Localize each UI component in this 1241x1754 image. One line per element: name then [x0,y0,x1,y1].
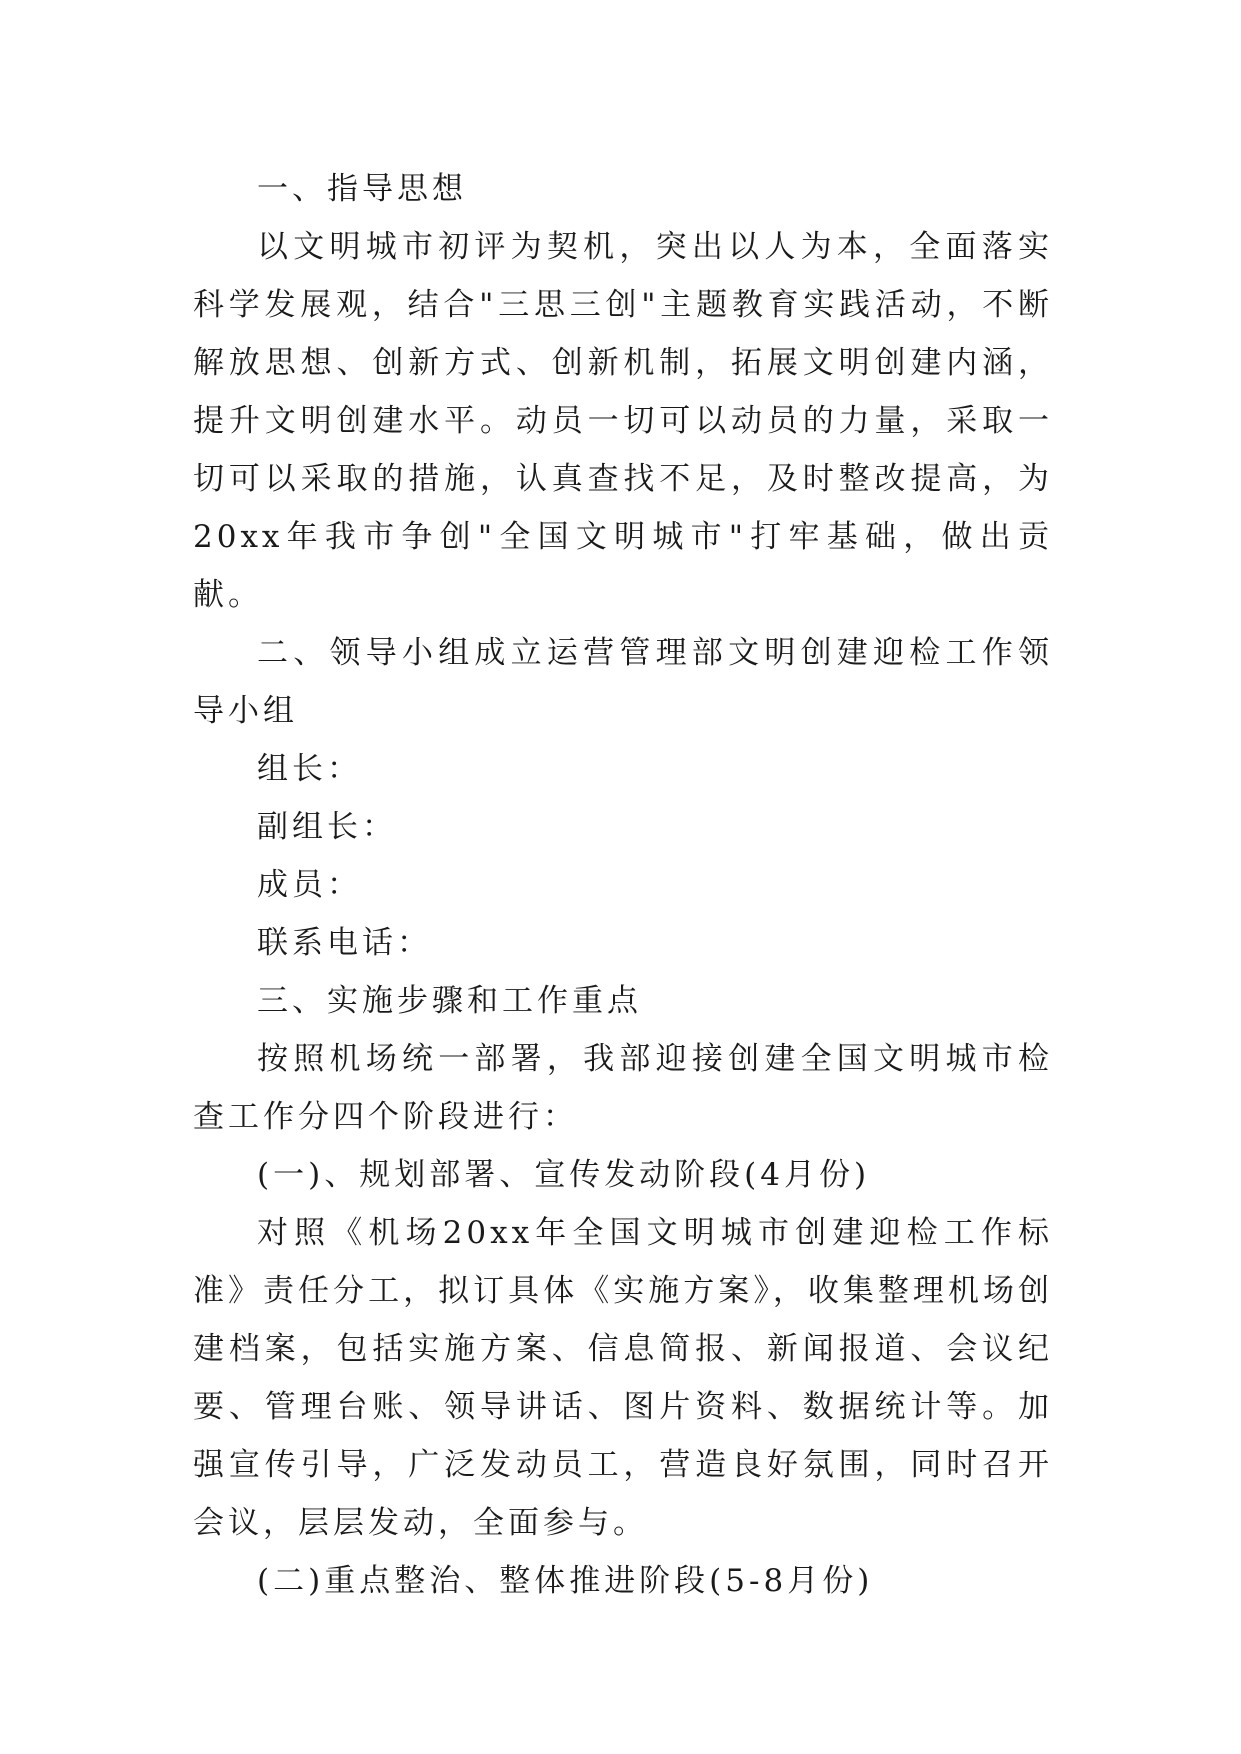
heading-leading-group: 二、领导小组成立运营管理部文明创建迎检工作领导小组 [193,635,1053,729]
paragraph-guiding-ideology: 以文明城市初评为契机，突出以人为本，全面落实科学发展观，结合"三思三创"主题教育实践活动，不断解放思想、创新方式、创新机制，拓展文明创建内涵，提升文明创建水平。动员一切可以动员的力量，采取一切可以采取的措施，认真查找不足，及时整改提高，为20xx年我市争创"全国文明城市"打牢基础，做出贡献。 [193,229,1053,613]
field-contact-phone: 联系电话： [257,925,432,961]
field-group-leader: 组长： [257,751,362,787]
paragraph-four-stages: 按照机场统一部署，我部迎接创建全国文明城市检查工作分四个阶段进行： [193,1041,1053,1135]
field-deputy-leader: 副组长： [257,809,397,845]
paragraph-stage-one: 对照《机场20xx年全国文明城市创建迎检工作标准》责任分工，拟订具体《实施方案》，收集整理机场创建档案，包括实施方案、信息简报、新闻报道、会议纪要、管理台账、领导讲话、图片资料、数据统计等。加强宣传引导，广泛发动员工，营造良好氛围，同时召开会议，层层发动，全面参与。 [193,1215,1053,1541]
heading-guiding-ideology: 一、指导思想 [257,171,467,207]
subheading-stage-one: (一)、规划部署、宣传发动阶段(4月份) [257,1157,871,1193]
subheading-stage-two: (二)重点整治、整体推进阶段(5-8月份) [257,1563,874,1599]
document-body [193,160,1053,1610]
heading-implementation-steps: 三、实施步骤和工作重点 [257,983,642,1019]
field-members: 成员： [257,867,362,903]
